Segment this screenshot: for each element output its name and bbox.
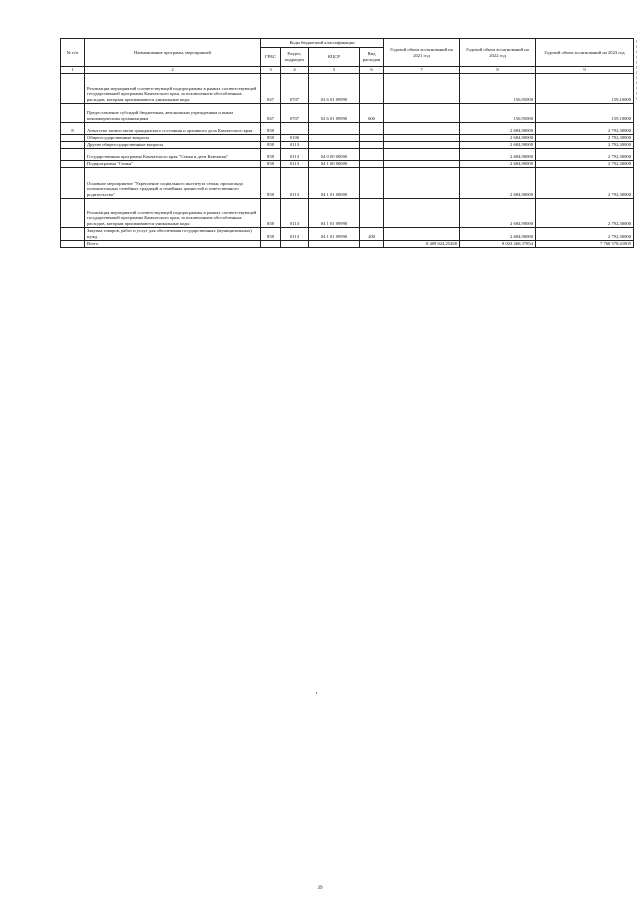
- total-kcsr: [309, 240, 360, 247]
- column-index-cell: 8: [460, 67, 536, 74]
- row-2023: 2 792,30000: [536, 148, 634, 160]
- column-index-cell: 6: [360, 67, 384, 74]
- table-row: [61, 198, 634, 227]
- row-2022: 2 684,90000: [460, 134, 536, 141]
- row-section: 0113: [281, 167, 309, 198]
- row-section: [281, 122, 309, 134]
- budget-table-wrapper: [60, 38, 633, 248]
- row-number: [61, 167, 85, 198]
- row-name: Агентство записи актов гражданского состояния и архивного дела Камчатского края: [85, 122, 261, 134]
- row-2022: 2 684,90000: [460, 122, 536, 134]
- total-vid: [360, 240, 384, 247]
- row-number: [61, 141, 85, 148]
- row-vid: [360, 122, 384, 134]
- row-grbs: 847: [261, 103, 281, 122]
- column-index-cell: 5: [309, 67, 360, 74]
- row-2021: [384, 103, 460, 122]
- row-grbs: 858: [261, 134, 281, 141]
- row-grbs: 847: [261, 73, 281, 103]
- table-row: [61, 141, 634, 148]
- row-2022: 156,95000: [460, 103, 536, 122]
- row-name: Реализация мероприятий соответствующей подпрограммы в рамках соответствующей государственной программы Камчатского края, за исключением обособленных расходов, которым присваиваются уникальные коды: [85, 73, 261, 103]
- row-section: 0113: [281, 227, 309, 240]
- row-grbs: 858: [261, 198, 281, 227]
- row-kcsr: 04 1 01 09990: [309, 198, 360, 227]
- table-row: [61, 134, 634, 141]
- row-number: [61, 73, 85, 103]
- column-index-row: [61, 67, 634, 74]
- column-index-cell: 9: [536, 67, 634, 74]
- row-kcsr: 02 6 01 09990: [309, 103, 360, 122]
- row-2022: 2 684,90000: [460, 148, 536, 160]
- row-number: [61, 148, 85, 160]
- table-row: [61, 160, 634, 167]
- row-name: Общегосударственные вопросы: [85, 134, 261, 141]
- header-codes-group: Коды бюджетной классификации: [261, 39, 384, 48]
- row-2023: 2 792,30000: [536, 198, 634, 227]
- row-2021: [384, 167, 460, 198]
- total-2022: 8 023 266,37854: [460, 240, 536, 247]
- row-2023: 2 792,30000: [536, 167, 634, 198]
- table-row: [61, 73, 634, 103]
- row-kcsr: 04 1 01 00000: [309, 167, 360, 198]
- row-vid: 600: [360, 103, 384, 122]
- row-2023: 2 792,30000: [536, 134, 634, 141]
- row-2023: 2 792,30000: [536, 122, 634, 134]
- row-grbs: 858: [261, 148, 281, 160]
- row-vid: [360, 148, 384, 160]
- row-vid: [360, 73, 384, 103]
- row-2021: [384, 227, 460, 240]
- row-section: 0113: [281, 160, 309, 167]
- row-number: [61, 134, 85, 141]
- row-number: 8: [61, 122, 85, 134]
- scan-mark: [316, 692, 317, 694]
- row-grbs: 858: [261, 167, 281, 198]
- row-number: [61, 227, 85, 240]
- row-2021: [384, 134, 460, 141]
- column-index-cell: 2: [85, 67, 261, 74]
- row-vid: [360, 198, 384, 227]
- row-name: Реализация мероприятий соответствующей подпрограммы в рамках соответствующей государственной программы Камчатского края, за исключением обособленных расходов, которым присваиваются уникальные коды: [85, 198, 261, 227]
- header-2023: Годовой объем ассигнований на 2023 год: [536, 39, 634, 67]
- row-kcsr: [309, 122, 360, 134]
- scan-edge: [635, 40, 637, 100]
- row-grbs: 858: [261, 141, 281, 148]
- row-name: Другие общегосударственные вопросы: [85, 141, 261, 148]
- column-index-cell: 1: [61, 67, 85, 74]
- row-grbs: 858: [261, 122, 281, 134]
- row-name: Основное мероприятие "Укрепление социального института семьи, пропаганда положительных семейных традиций и семейных ценностей и ответственного родительства": [85, 167, 261, 198]
- total-2023: 7 768 578,41805: [536, 240, 634, 247]
- row-section: 0707: [281, 73, 309, 103]
- row-2023: 2 792,30000: [536, 141, 634, 148]
- row-2023: 159,10000: [536, 73, 634, 103]
- table-row: [61, 122, 634, 134]
- header-grbs: ГРБС: [261, 48, 281, 67]
- header-section: Раздел, подраздел: [281, 48, 309, 67]
- row-2022: 2 684,90000: [460, 167, 536, 198]
- total-row: [61, 240, 634, 247]
- header-kcsr: КЦСР: [309, 48, 360, 67]
- total-label: Всего: [85, 240, 261, 247]
- row-kcsr: [309, 134, 360, 141]
- row-2022: 2 684,90000: [460, 160, 536, 167]
- page-number: 39: [317, 886, 323, 891]
- total-section: [281, 240, 309, 247]
- row-kcsr: 02 6 01 09990: [309, 73, 360, 103]
- header-name: Наименование программ, мероприятий: [85, 39, 261, 67]
- row-grbs: 858: [261, 160, 281, 167]
- table-row: [61, 167, 634, 198]
- row-grbs: 858: [261, 227, 281, 240]
- table-row: [61, 227, 634, 240]
- row-vid: [360, 141, 384, 148]
- row-section: 0100: [281, 134, 309, 141]
- row-number: [61, 198, 85, 227]
- budget-table: [60, 38, 634, 248]
- header-2021: Годовой объем ассигнований на 2021 год: [384, 39, 460, 67]
- column-index-cell: 7: [384, 67, 460, 74]
- header-vid: Вид расходов: [360, 48, 384, 67]
- row-2021: [384, 122, 460, 134]
- row-2022: 2 684,90000: [460, 198, 536, 227]
- row-section: 0113: [281, 141, 309, 148]
- table-row: [61, 103, 634, 122]
- row-section: 0707: [281, 103, 309, 122]
- row-2023: 2 792,30000: [536, 160, 634, 167]
- row-vid: [360, 167, 384, 198]
- row-2021: [384, 160, 460, 167]
- row-number: [61, 103, 85, 122]
- row-section: 0113: [281, 198, 309, 227]
- table-body: [61, 73, 634, 247]
- row-number: [61, 160, 85, 167]
- table-row: [61, 148, 634, 160]
- row-2022: 156,95000: [460, 73, 536, 103]
- row-2021: [384, 148, 460, 160]
- row-name: Предоставление субсидий бюджетным, автономным учреждениям и иным некоммерческим организациям: [85, 103, 261, 122]
- row-kcsr: [309, 141, 360, 148]
- row-vid: [360, 134, 384, 141]
- row-name: Государственная программа Камчатского края "Семья и дети Камчатки": [85, 148, 261, 160]
- column-index-cell: 4: [281, 67, 309, 74]
- row-kcsr: 04 1 01 09990: [309, 227, 360, 240]
- row-vid: [360, 160, 384, 167]
- row-section: 0113: [281, 148, 309, 160]
- row-kcsr: 04 1 00 00000: [309, 160, 360, 167]
- column-index-cell: 3: [261, 67, 281, 74]
- row-2023: 159,10000: [536, 103, 634, 122]
- total-num: [61, 240, 85, 247]
- header-2022: Годовой объем ассигнований на 2022 год: [460, 39, 536, 67]
- total-2021: 8 409 624,25268: [384, 240, 460, 247]
- row-2022: 2 684,90000: [460, 141, 536, 148]
- row-kcsr: 04 0 00 00000: [309, 148, 360, 160]
- row-2021: [384, 198, 460, 227]
- row-vid: 200: [360, 227, 384, 240]
- row-name: Подпрограмма "Семья": [85, 160, 261, 167]
- row-2021: [384, 73, 460, 103]
- row-name: Закупка товаров, работ и услуг для обеспечения государственных (муниципальных) нужд: [85, 227, 261, 240]
- row-2021: [384, 141, 460, 148]
- row-2023: 2 792,30000: [536, 227, 634, 240]
- total-grbs: [261, 240, 281, 247]
- row-2022: 2 684,90000: [460, 227, 536, 240]
- header-num: № п/п: [61, 39, 85, 67]
